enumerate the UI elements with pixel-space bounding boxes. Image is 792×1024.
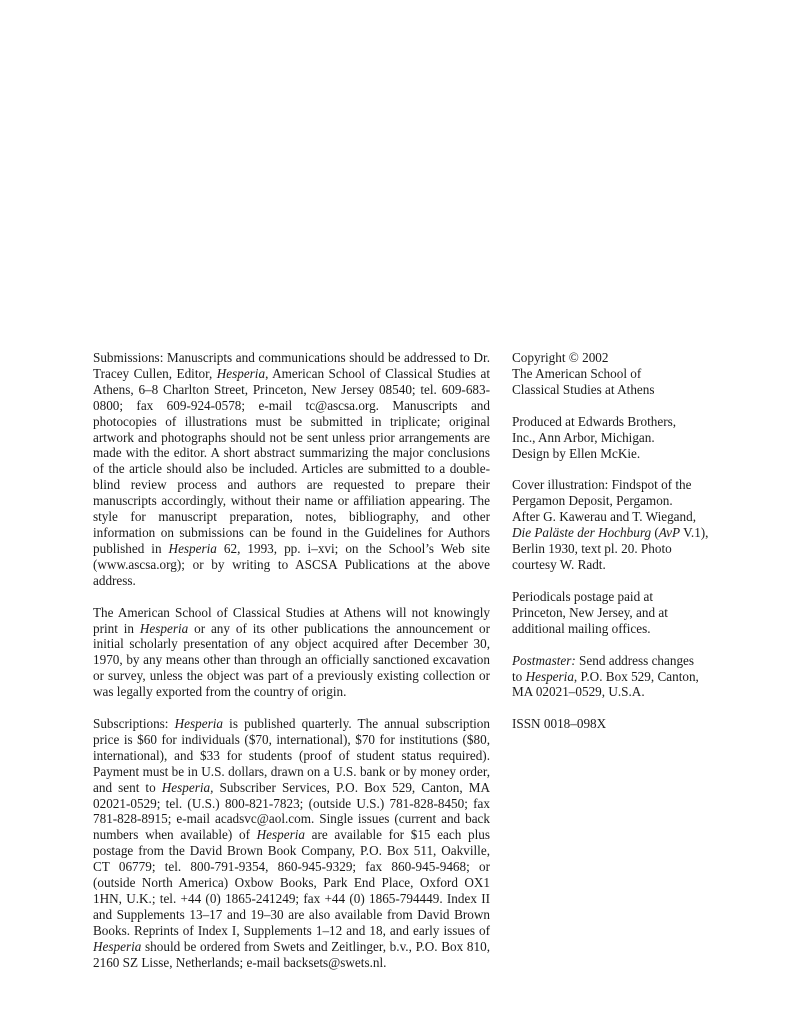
main-column [93, 350, 490, 987]
acquisition-policy-paragraph: The American School of Classical Studies at Athens will not knowingly print in Hesperia or any of its other publications the announcement or initial scholarly presentation of any object acquired after December 30, 1970, by any means other than through an officially sanctioned excavation or survey, unless the object was part of a previously existing collection or was legally exported from the country of origin. [93, 604, 490, 700]
postage-notice: Periodicals postage paid at Princeton, New Jersey, and at additional mailing offices. [512, 588, 668, 636]
postmaster-notice: Postmaster: Send address changes to Hesperia, P.O. Box 529, Canton, MA 02021–0529, U.S.A. [512, 652, 699, 700]
issn: ISSN 0018–098X [512, 716, 607, 732]
submissions-paragraph: Submissions: Manuscripts and communications should be addressed to Dr. Tracey Cullen, Editor, Hesperia, American School of Classical Studies at Athens, 6–8 Charlton Street, Princeton, New Jersey 08540; tel. 609-683-0800; fax 609-924-0578; e-mail tc@ascsa.org. Manuscripts and photocopies of illustrations must be submitted in triplicate; original artwork and photographs should not be sent unless prior arrangements are made with the editor. A short abstract summarizing the major conclusions of the article should also be included. Articles are submitted to a double-blind review process and authors are requested to prepare their manuscripts accordingly, without their name or affiliation appearing. The style for manuscript preparation, notes, bibliography, and other information on submissions can be found in the Guidelines for Authors published in Hesperia 62, 1993, pp. i–xvi; on the School’s Web site (www.ascsa.org); or by writing to ASCSA Publications at the above address. [93, 350, 490, 588]
production-credits: Produced at Edwards Brothers, Inc., Ann Arbor, Michigan. Design by Ellen McKie. [512, 413, 677, 461]
subscriptions-paragraph: Subscriptions: Hesperia is published quarterly. The annual subscription price is $60 for individuals ($70, international), $70 for institutions ($80, international), and $33 for students (proof of student status required). Payment must be in U.S. dollars, drawn on a U.S. bank or by money order, and sent to Hesperia, Subscriber Services, P.O. Box 529, Canton, MA 02021-0529; tel. (U.S.) 800-821-7823; (outside U.S.) 781-828-8450; fax 781-828-8915; e-mail acadsvc@aol.com. Single issues (current and back numbers when available) of Hesperia are available for $15 each plus postage from the David Brown Book Company, P.O. Box 511, Oakville, CT 06779; tel. 800-791-9354, 860-945-9329; fax 860-945-9468; or (outside North America) Oxbow Books, Park End Place, Oxford OX1 1HN, U.K.; tel. +44 (0) 1865-241249; fax +44 (0) 1865-794449. Index II and Supplements 13–17 and 19–30 are also available from David Brown Books. Reprints of Index I, Supplements 1–12 and 18, and early issues of Hesperia should be ordered from Swets and Zeitlinger, b.v., P.O. Box 810, 2160 SZ Lisse, Netherlands; e-mail backsets@swets.nl. [93, 716, 490, 970]
copyright-block: Copyright © 2002 The American School of Classical Studies at Athens [512, 350, 655, 397]
side-column [512, 350, 712, 748]
cover-illustration-credit: Cover illustration: Findspot of the Pergamon Deposit, Pergamon. After G. Kawerau and T. Wiegand, Die Paläste der Hochburg (AvP V.1), Berlin 1930, text pl. 20. Photo courtesy W. Radt. [512, 477, 709, 572]
